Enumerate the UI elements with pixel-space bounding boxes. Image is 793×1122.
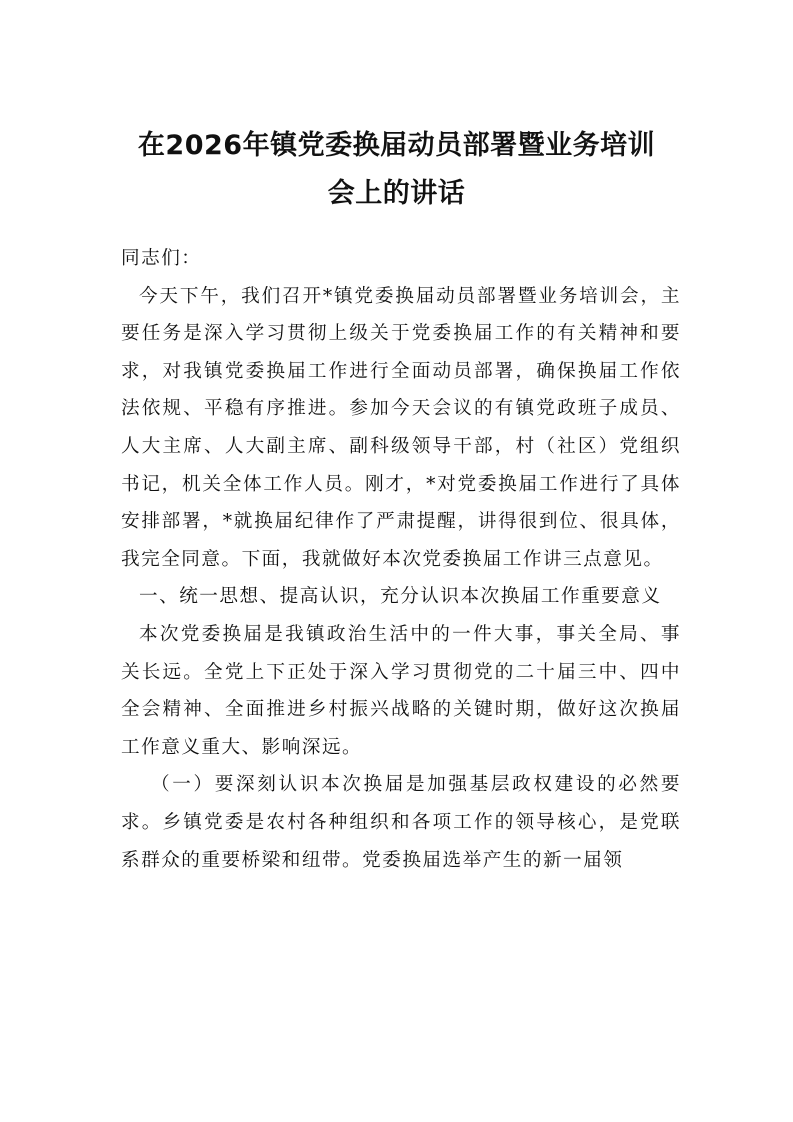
document-body <box>121 240 681 879</box>
paragraph-opening: 今天下午，我们召开*镇党委换届动员部署暨业务培训会，主要任务是深入学习贯彻上级关于党委换届工作的有关精神和要求，对我镇党委换届工作进行全面动员部署，确保换届工作依法依规、平稳有序推进。参加今天会议的有镇党政班子成员、人大主席、人大副主席、副科级领导干部，村（社区）党组织书记，机关全体工作人员。刚才，*对党委换届工作进行了具体安排部署，*就换届纪律作了严肃提醒，讲得很到位、很具体，我完全同意。下面，我就做好本次党委换届工作讲三点意见。 <box>121 285 681 570</box>
section-heading-1: 一、统一思想、提高认识，充分认识本次换届工作重要意义 <box>139 586 662 608</box>
salutation: 同志们： <box>121 248 202 269</box>
document-title-line2: 会上的讲话 <box>327 178 466 209</box>
document-title-line1: 在2026年镇党委换届动员部署暨业务培训 <box>137 130 656 161</box>
paragraph-section-1-intro: 本次党委换届是我镇政治生活中的一件大事，事关全局、事关长远。全党上下正处于深入学习贯彻党的二十届三中、四中全会精神、全面推进乡村振兴战略的关键时期，做好这次换届工作意义重大、影响深远。 <box>121 623 681 758</box>
paragraph-subpoint-1: （一）要深刻认识本次换届是加强基层政权建设的必然要求。乡镇党委是农村各种组织和各项工作的领导核心，是党联系群众的重要桥梁和纽带。党委换届选举产生的新一届领 <box>121 774 681 871</box>
